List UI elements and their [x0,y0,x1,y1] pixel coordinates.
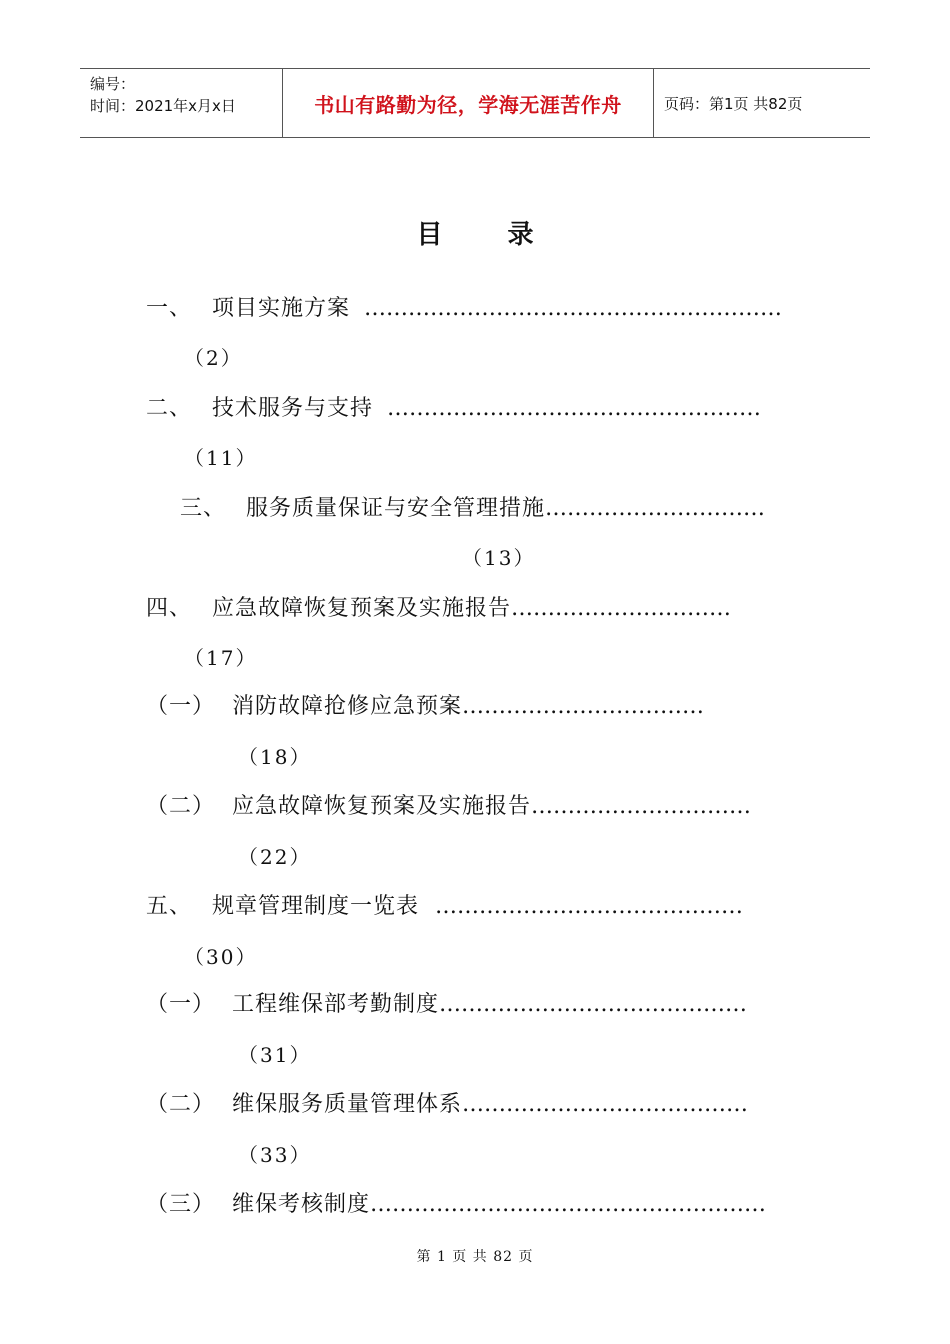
toc-entry-page: （30） [184,945,258,969]
toc-entry-number: 三、 [180,496,227,521]
page-footer: 第 1 页 共 82 页 [416,1249,534,1265]
toc-entry-page: （18） [238,745,312,769]
header-motto: 书山有路勤为径，学海无涯苦作舟 [282,69,654,137]
toc-entry-text: 应急故障恢复预案及实施报告 [232,794,532,819]
toc-entry-page: （13） [462,546,536,570]
document-time-label: 时间：2021年x月x日 [90,97,236,115]
toc-entry-page: （17） [184,646,258,670]
toc-entry-text: 维保服务质量管理体系 [232,1092,463,1117]
toc-entry-text: 维保考核制度 [232,1192,371,1217]
toc-entry[interactable] [146,294,782,324]
toc-entry[interactable] [146,1090,748,1120]
toc-leader-dots: …………………………………………… [387,396,762,421]
toc-entry-page: （2） [184,346,243,370]
toc-entry-page: （33） [238,1143,312,1167]
toc-entry-page: （31） [238,1043,312,1067]
toc-entry-text: 服务质量保证与安全管理措施 [246,496,546,521]
toc-leader-dots: ………………………………… [462,1092,749,1117]
toc-entry-text: 消防故障抢修应急预案 [232,694,463,719]
toc-entry-text: 工程维保部考勤制度 [232,992,440,1017]
toc-entry-text: 项目实施方案 [212,296,351,321]
toc-entry[interactable] [146,892,743,922]
toc-entry[interactable] [146,1190,766,1220]
toc-leader-dots: ………………………… [545,496,766,521]
toc-title: 目 录 [416,220,562,250]
toc-entry-number: 四、 [146,596,193,621]
toc-entry-number: （二） [146,1092,216,1117]
toc-leader-dots: …………………………………… [435,894,744,919]
toc-leader-dots: …………………………………… [439,992,748,1017]
toc-entry-number: （一） [146,992,216,1017]
toc-entry-page: （22） [238,845,312,869]
document-header [80,68,870,138]
toc-entry-number: （二） [146,794,216,819]
toc-entry[interactable] [146,792,751,822]
toc-entry[interactable] [180,494,765,524]
toc-entry-page: （11） [184,446,258,470]
toc-entry-number: （三） [146,1192,216,1217]
toc-entry[interactable] [146,594,731,624]
toc-leader-dots: ………………………… [531,794,752,819]
toc-entry[interactable] [146,692,704,722]
header-page-info: 页码：第1页 共82页 [664,94,803,113]
toc-entry[interactable] [146,990,747,1020]
document-number-label: 编号： [90,75,136,93]
toc-leader-dots: …………………………… [462,694,705,719]
toc-entry-number: 二、 [146,396,193,421]
toc-leader-dots: ………………………………………………… [364,296,783,321]
toc-entry-text: 技术服务与支持 [212,396,374,421]
toc-leader-dots: ………………………… [511,596,732,621]
header-meta [80,69,282,137]
toc-entry-number: 一、 [146,296,193,321]
toc-entry-text: 规章管理制度一览表 [212,894,420,919]
toc-entry-number: 五、 [146,894,193,919]
toc-entry[interactable] [146,394,761,424]
toc-entry-text: 应急故障恢复预案及实施报告 [212,596,512,621]
toc-entry-number: （一） [146,694,216,719]
toc-leader-dots: ……………………………………………… [370,1192,767,1217]
